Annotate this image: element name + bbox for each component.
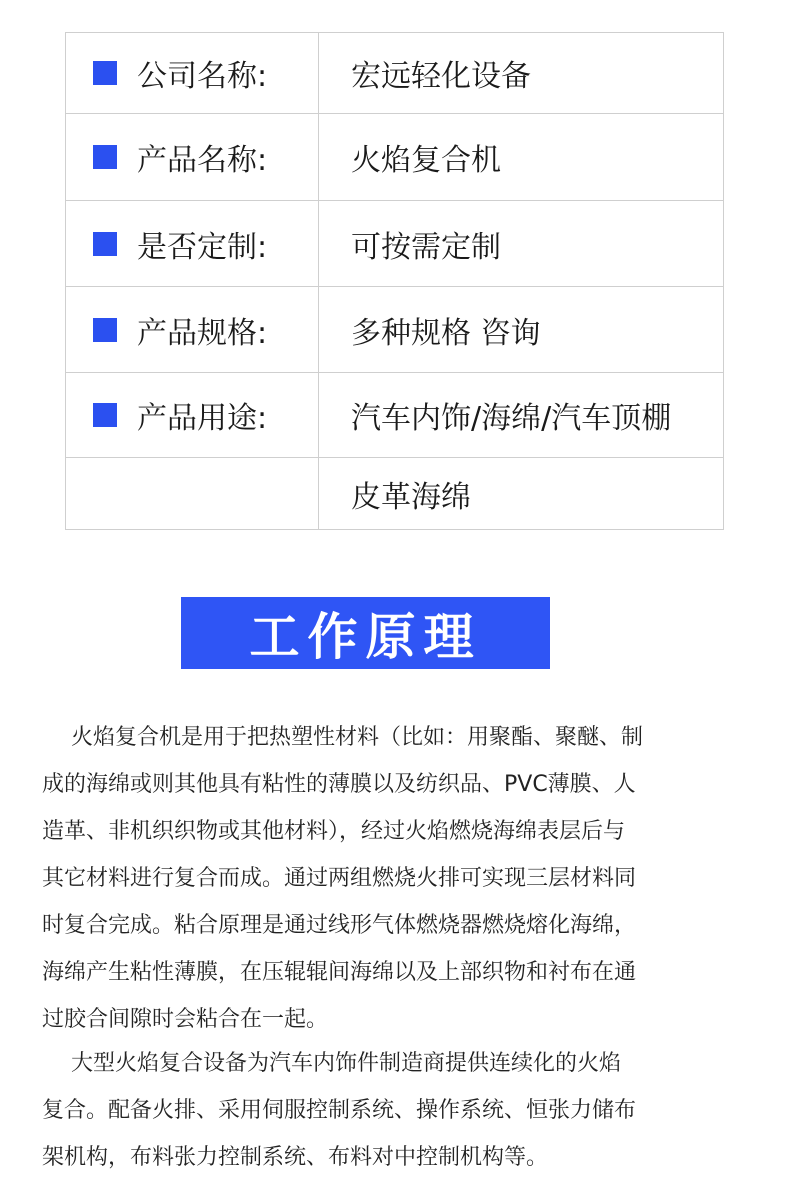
paragraph-line: 大型火焰复合设备为汽车内饰件制造商提供连续化的火焰 [42,1051,621,1076]
value-cell [319,201,724,287]
label-cell [66,33,319,114]
section-title: 工作原理 [249,608,482,666]
row-value: 多种规格 咨询 [351,315,541,351]
value-cell [319,458,724,530]
paragraph-line: 成的海绵或则其他具有粘性的薄膜以及纺织品、PVC薄膜、人 [42,772,636,797]
description-paragraph [42,1040,762,1181]
row-value: 汽车内饰/海绵/汽车顶棚 [351,401,672,436]
paragraph-line: 复合。配备火排、采用伺服控制系统、操作系统、恒张力储布 [42,1098,637,1123]
paragraph-line: 架机构，布料张力控制系统、布料对中控制机构等。 [42,1145,549,1170]
square-bullet-icon [93,61,117,85]
paragraph-line: 时复合完成。粘合原理是通过线形气体燃烧器燃烧熔化海绵， [42,913,637,938]
row-value: 可按需定制 [351,229,501,265]
row-label: 是否定制: [137,229,268,265]
row-label: 产品名称: [137,143,268,178]
label-cell [66,287,319,373]
table-row [66,373,724,458]
paragraph-line: 火焰复合机是用于把热塑性材料（比如：用聚酯、聚醚、制 [42,725,643,750]
label-cell [66,458,319,530]
paragraph-line: 其它材料进行复合而成。通过两组燃烧火排可实现三层材料同 [42,866,637,891]
paragraph-line: 造革、非机织织物或其他材料），经过火焰燃烧海绵表层后与 [42,819,626,844]
label-cell [66,373,319,458]
square-bullet-icon [93,145,117,169]
row-value: 皮革海绵 [351,479,471,515]
row-label: 产品规格: [137,315,268,351]
value-cell [319,373,724,458]
table-row [66,33,724,114]
label-cell [66,114,319,201]
spec-table [65,32,724,530]
table-row [66,287,724,373]
square-bullet-icon [93,232,117,256]
label-cell [66,201,319,287]
paragraph-line: 过胶合间隙时会粘合在一起。 [42,1007,329,1032]
description-paragraph [42,714,762,1043]
table-row [66,458,724,530]
row-value: 宏远轻化设备 [351,59,531,94]
row-value: 火焰复合机 [351,143,501,178]
value-cell [319,114,724,201]
square-bullet-icon [93,318,117,342]
paragraph-line: 海绵产生粘性薄膜，在压辊辊间海绵以及上部织物和衬布在通 [42,960,637,985]
table-row [66,201,724,287]
row-label: 产品用途: [137,401,268,436]
value-cell [319,33,724,114]
section-title-banner [181,597,550,669]
value-cell [319,287,724,373]
square-bullet-icon [93,403,117,427]
row-label: 公司名称: [137,59,268,94]
table-row [66,114,724,201]
